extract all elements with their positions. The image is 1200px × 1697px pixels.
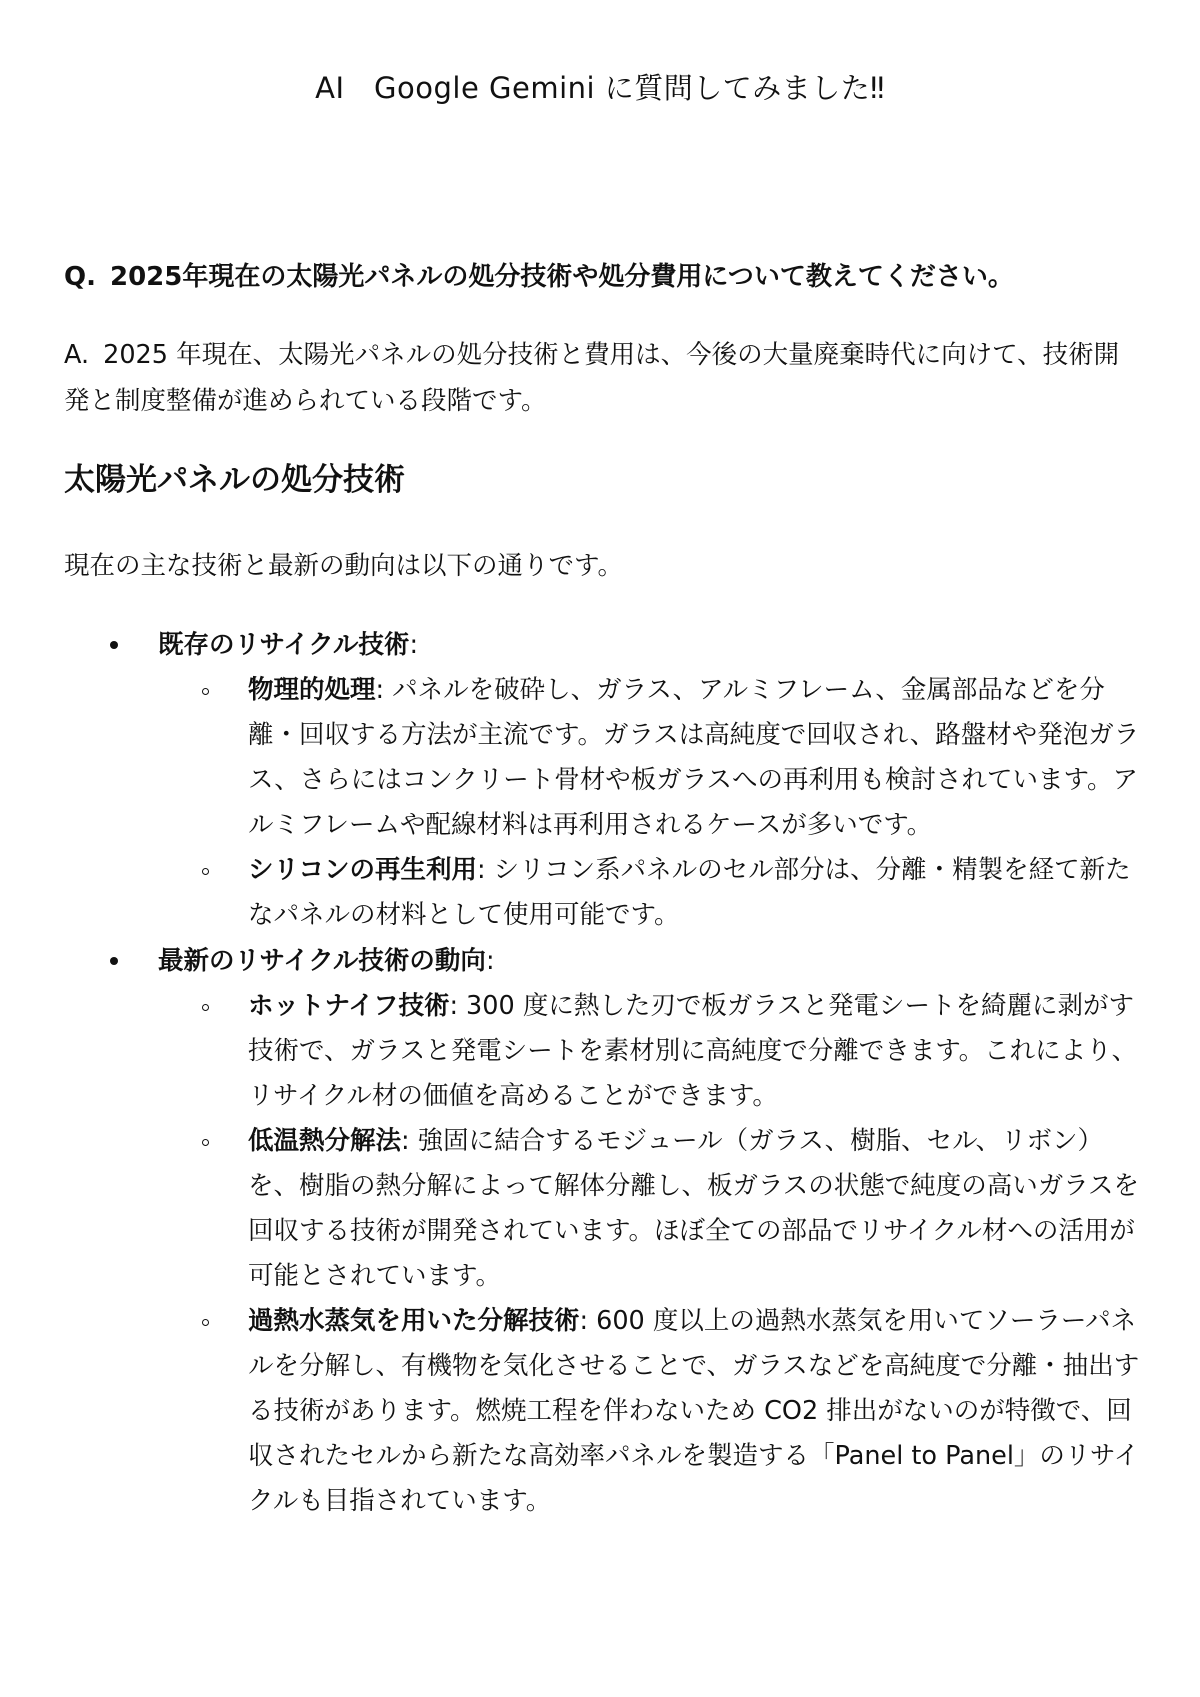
- circle-bullet-icon: [202, 1139, 209, 1146]
- sub-item-term: 低温熱分解法: [248, 1126, 402, 1156]
- sub-list-item: [0, 1299, 1200, 1524]
- sub-item-separator: :: [579, 1306, 589, 1336]
- sub-item-text: 300 度に熱した刃で板ガラスと発電シートを綺麗に剥がす技術で、ガラスと発電シートを素材別に高純度で分離できます。これにより、リサイクル材の価値を高めることができます。: [248, 991, 1138, 1111]
- answer-paragraph: [64, 332, 1144, 424]
- circle-bullet-icon: [202, 1319, 209, 1326]
- bullet-title: 既存のリサイクル技術: [158, 630, 410, 660]
- bullet-dot-icon: [110, 957, 118, 965]
- bullet-title: 最新のリサイクル技術の動向: [158, 946, 486, 976]
- sub-item-separator: :: [401, 1126, 410, 1156]
- sub-item-term: シリコンの再生利用: [248, 855, 477, 885]
- answer-prefix: A.: [64, 340, 90, 370]
- sub-item-text: 強固に結合するモジュール（ガラス、樹脂、セル、リボン）を、樹脂の熱分解によって解体分離し、板ガラスの状態で純度の高いガラスを回収する技術が開発されています。ほぼ全ての部品でリサイクル材への活用が可能とされています。: [248, 1126, 1139, 1291]
- bullet-heading: [0, 938, 1200, 984]
- answer-text: 2025 年現在、太陽光パネルの処分技術と費用は、今後の大量廃棄時代に向けて、技術開発と制度整備が進められている段階です。: [64, 340, 1120, 416]
- section-heading: 太陽光パネルの処分技術: [64, 462, 405, 498]
- circle-bullet-icon: [202, 688, 209, 695]
- bullet-colon: :: [485, 946, 495, 976]
- list-item: [0, 938, 1200, 1524]
- question-paragraph: [64, 254, 1144, 300]
- sub-item-text: パネルを破砕し、ガラス、アルミフレーム、金属部品などを分離・回収する方法が主流です。ガラスは高純度で回収され、路盤材や発泡ガラス、さらにはコンクリート骨材や板ガラスへの再利用も検討されています。アルミフレームや配線材料は再利用されるケースが多いです。: [248, 675, 1140, 840]
- bullet-colon: :: [409, 630, 419, 660]
- list-item: [0, 622, 1200, 938]
- circle-bullet-icon: [202, 868, 209, 875]
- technology-list: [0, 622, 1200, 1524]
- sub-item-separator: :: [477, 855, 486, 885]
- sub-list-item: [0, 848, 1200, 938]
- question-text: 2025年現在の太陽光パネルの処分技術や処分費用について教えてください。: [109, 262, 1014, 292]
- sub-list: [0, 984, 1200, 1524]
- sub-item-separator: :: [449, 991, 459, 1021]
- sub-list-item: [0, 668, 1200, 848]
- circle-bullet-icon: [202, 1004, 209, 1011]
- bullet-heading: [0, 622, 1200, 668]
- sub-item-term: 物理的処理: [248, 675, 376, 705]
- sub-list: [0, 668, 1200, 938]
- sub-list-item: [0, 984, 1200, 1119]
- sub-item-term: 過熱水蒸気を用いた分解技術: [248, 1306, 580, 1336]
- sub-list-item: [0, 1119, 1200, 1299]
- sub-item-text: シリコン系パネルのセル部分は、分離・精製を経て新たなパネルの材料として使用可能です。: [248, 855, 1131, 930]
- question-prefix: Q.: [64, 262, 96, 292]
- bullet-dot-icon: [110, 641, 118, 649]
- sub-item-term: ホットナイフ技術: [248, 991, 450, 1021]
- sub-item-separator: :: [375, 675, 385, 705]
- document-title: AI Google Gemini に質問してみました‼: [315, 71, 885, 105]
- section-intro: 現在の主な技術と最新の動向は以下の通りです。: [64, 551, 623, 581]
- sub-item-text: 600 度以上の過熱水蒸気を用いてソーラーパネルを分解し、有機物を気化させることで、ガラスなどを高純度で分離・抽出する技術があります。燃焼工程を伴わないため CO2 排出がないのが特徴で、回収されたセルから新たな高効率パネルを製造する「Panel to Panel」のリサイクルも目指されています。: [248, 1306, 1140, 1516]
